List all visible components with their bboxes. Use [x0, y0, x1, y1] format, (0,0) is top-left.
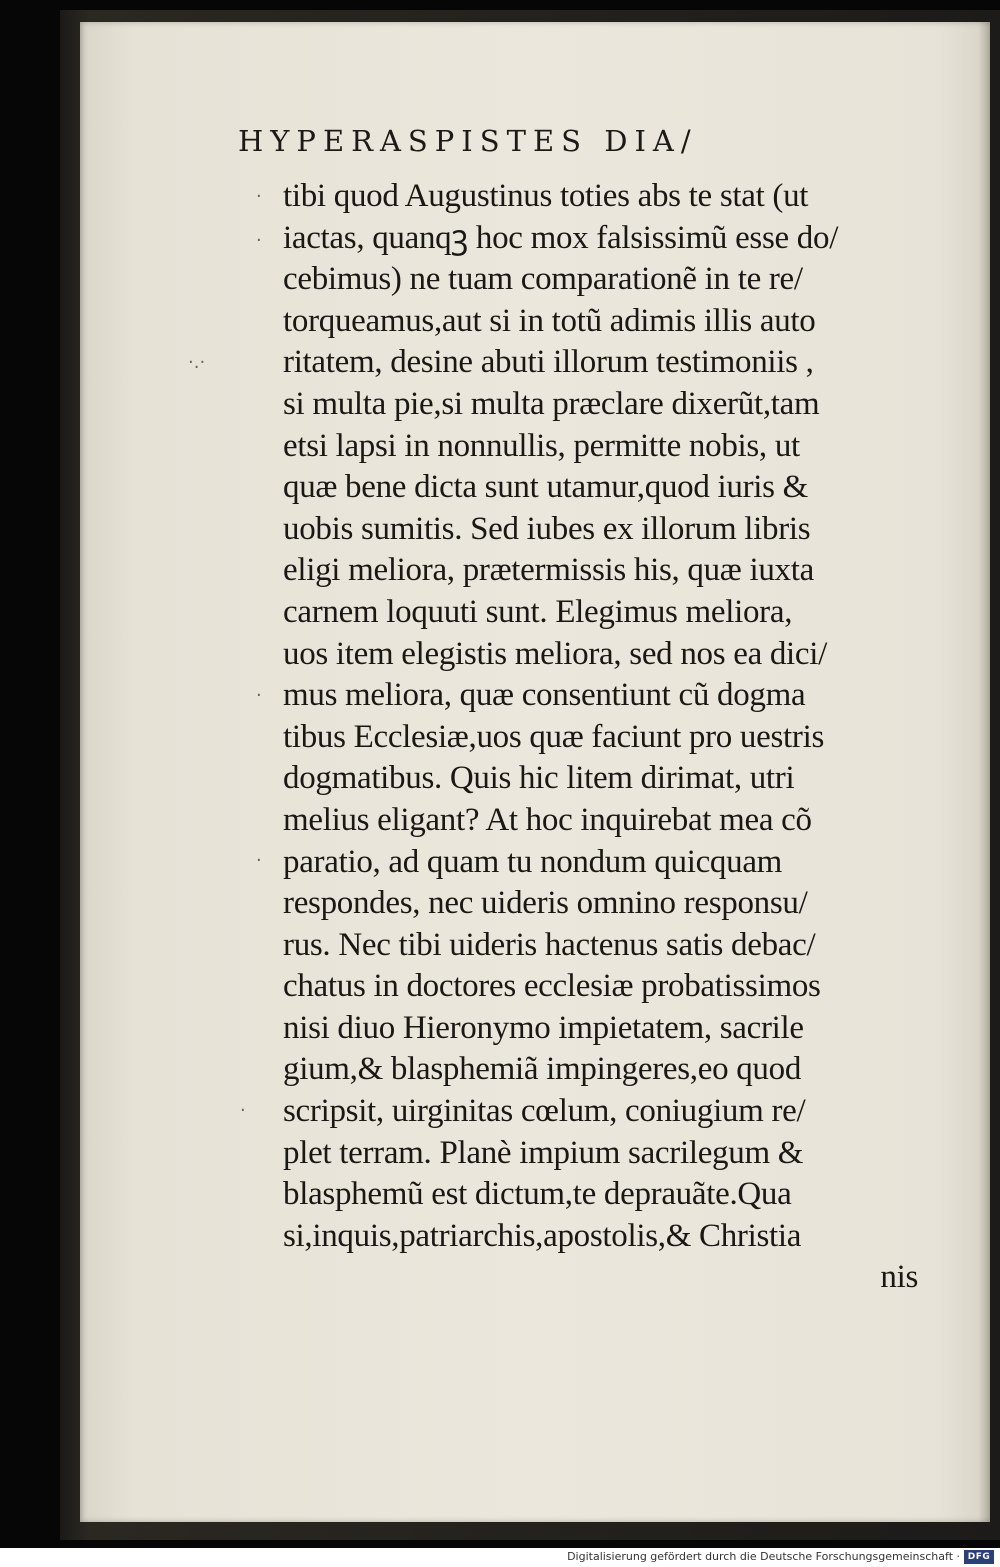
text-line: quæ bene dicta sunt utamur,quod iuris &	[283, 469, 808, 506]
margin-mark: ·	[240, 1100, 246, 1121]
catchword: nis	[880, 1259, 918, 1296]
text-line: scripsit, uirginitas cœlum, coniugium re/	[283, 1093, 806, 1130]
text-line: melius eligant? At hoc inquirebat mea cõ	[283, 801, 812, 838]
text-line: uobis sumitis. Sed iubes ex illorum libris	[283, 510, 811, 547]
text-line: rus. Nec tibi uideris hactenus satis debac/	[283, 926, 816, 963]
text-line: chatus in doctores ecclesiæ probatissimos	[283, 968, 821, 1005]
text-line: paratio, ad quam tu nondum quicquam	[283, 843, 783, 880]
text-line: gium,& blasphemiã impingeres,eo quod	[283, 1051, 802, 1088]
text-line: tibi quod Augustinus toties abs te stat (ut	[283, 178, 809, 214]
text-line: uos item elegistis meliora, sed nos ea dici/	[283, 635, 828, 672]
margin-mark: ·.·	[188, 352, 206, 373]
text-line: plet terram. Planè impium sacrilegum &	[283, 1134, 804, 1171]
funding-credit: Digitalisierung gefördert durch die Deutsche Forschungsgemeinschaft ·	[567, 1550, 960, 1563]
text-line: si multa pie,si multa præclare dixerũt,tam	[283, 385, 820, 422]
text-line: blasphemũ est dictum,te deprauãte.Qua	[283, 1176, 792, 1213]
footer-bar	[0, 1548, 1000, 1567]
text-line: torqueamus,aut si in totũ adimis illis auto	[283, 302, 816, 339]
text-line: carnem loquuti sunt. Elegimus meliora,	[283, 593, 793, 630]
dfg-logo-icon: DFG	[964, 1550, 994, 1564]
text-line: tibus Ecclesiæ,uos quæ faciunt pro uestris	[283, 718, 824, 755]
page-edge-shadow	[978, 22, 990, 1522]
text-block	[283, 176, 943, 1299]
margin-mark: ·	[256, 685, 262, 706]
text-line: nisi diuo Hieronymo impietatem, sacrile	[283, 1009, 804, 1046]
margin-mark: ·	[256, 850, 262, 871]
text-line: respondes, nec uideris omnino responsu/	[283, 885, 808, 922]
text-line: eligi meliora, prætermissis his, quæ iuxta	[283, 552, 814, 589]
running-head: HYPERASPISTES DIA/	[238, 124, 698, 158]
text-line: iactas, quanqꝫ hoc mox falsissimũ esse do/	[283, 219, 839, 256]
text-line: ritatem, desine abuti illorum testimoniis ,	[283, 344, 814, 381]
text-line: cebimus) ne tuam comparationẽ in te re/	[283, 261, 803, 298]
text-line: mus meliora, quæ consentiunt cũ dogma	[283, 677, 806, 714]
text-line: etsi lapsi in nonnullis, permitte nobis, ut	[283, 427, 800, 464]
margin-mark: ·	[256, 230, 262, 251]
text-line: dogmatibus. Quis hic litem dirimat, utri	[283, 760, 795, 797]
margin-mark: ·	[256, 186, 262, 207]
text-line: si,inquis,patriarchis,apostolis,& Christia	[283, 1217, 802, 1254]
